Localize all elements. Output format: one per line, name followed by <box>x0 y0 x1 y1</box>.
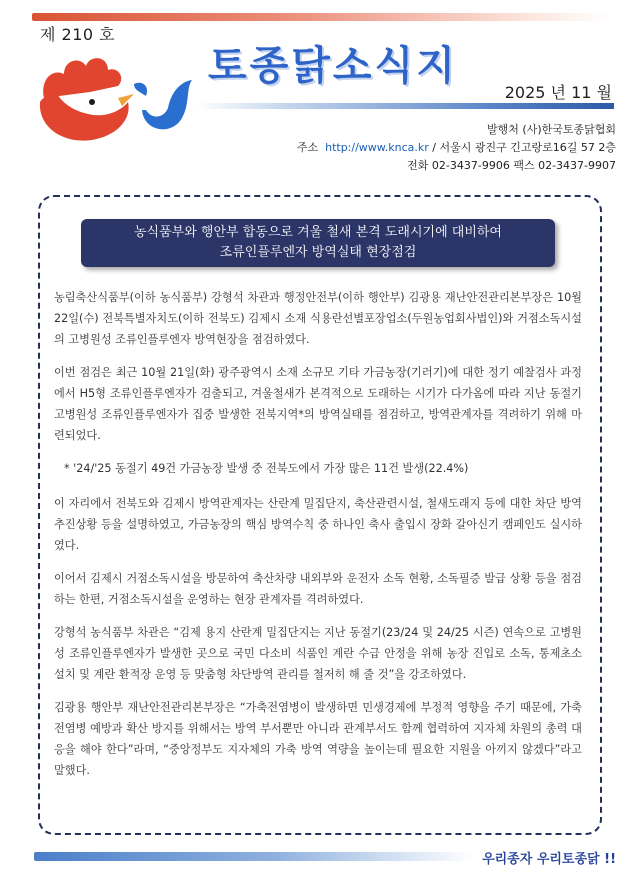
newsletter-title: 토종닭소식지 <box>208 43 458 89</box>
footnote: * '24/'25 동절기 49건 가금농장 발생 중 전북도에서 가장 많은 11건 발생(22.4%) <box>64 462 469 475</box>
top-decorative-bar <box>32 13 610 21</box>
publisher-name: 발행처 (사)한국토종닭협회 <box>487 123 616 136</box>
paragraph: 김광용 행안부 재난안전관리본부장은 “가축전염병이 발생하면 민생경제에 부정적 영향을 주기 때문에, 가축전염병 예방과 확산 방지를 위해서는 방역 부서뿐만 아니라 관계부서도 함께 협력하여 지자체 차원의 총력 대응을 해야 한다”라며, “중앙정부도 지자체의 가축 방역 역량을 높이는데 필요한 지원을 아끼지 않겠다”라고 말했다. <box>54 701 582 777</box>
headline-line-1: 농식품부와 행안부 합동으로 겨울 철새 본격 도래시기에 대비하여 <box>134 225 502 240</box>
article-headline <box>81 219 555 267</box>
paragraph: 이 자리에서 전북도와 김제시 방역관계자는 산란계 밀집단지, 축산관련시설, 철새도래지 등에 대한 차단 방역 추진상황 등을 설명하였고, 가금농장의 핵심 방역수칙 중 하나인 축사 출입시 장화 갈아신기 캠페인도 실시하였다. <box>54 497 582 552</box>
issue-number: 제 210 호 <box>40 25 116 44</box>
title-underline-bar <box>196 103 614 109</box>
publisher-info <box>297 121 616 175</box>
paragraph: 이어서 김제시 거점소독시설을 방문하여 축산차량 내외부와 운전자 소독 현황, 소독필증 발급 상황 등을 점검하는 한편, 거점소독시설을 운영하는 현장 관계자를 격려하였다. <box>54 572 582 606</box>
paragraph: 농림축산식품부(이하 농식품부) 강형석 차관과 행정안전부(이하 행안부) 김광용 재난안전관리본부장은 10월 22일(수) 전북특별자치도(이하 전북도) 김제시 소재 식용란선별포장업소(두원농업회사법인)와 거점소독시설의 고병원성 조류인플루엔자 방역현장을 점검하였다. <box>54 291 582 346</box>
bottom-decorative-bar <box>34 852 474 861</box>
paragraph: 이번 점검은 최근 10월 21일(화) 광주광역시 소재 소규모 기타 가금농장(기러기)에 대한 정기 예찰검사 과정에서 H5형 조류인플루엔자가 검출되고, 겨울철새가 본격적으로 도래하는 시기가 다가옴에 따라 지난 동절기 고병원성 조류인플루엔자가 집중 발생한 전북지역*의 방역실태를 점검하고, 방역관계자를 격려하기 위해 마련되었다. <box>54 366 582 442</box>
paragraph: 강형석 농식품부 차관은 “김제 용지 산란계 밀집단지는 지난 동절기(23/24 및 24/25 시즌) 연속으로 고병원성 조류인플루엔자가 발생한 곳으로 국민 다소비 식품인 계란 수급 안정을 위해 농장 진입로 소독, 통제초소 설치 및 계란 환적장 운영 등 맞춤형 차단방역 관리를 철저히 해 줄 것”을 강조하였다. <box>54 626 582 681</box>
issue-date: 2025 년 11 월 <box>504 83 612 102</box>
headline-line-2: 조류인플루엔자 방역실태 현장점검 <box>219 245 417 260</box>
publisher-address <box>297 139 616 157</box>
website-link[interactable]: http://www.knca.kr <box>325 141 429 154</box>
rooster-logo-icon <box>30 40 210 145</box>
address-label: 주소 <box>296 141 319 154</box>
article-body <box>54 287 582 793</box>
address-text: / 서울시 광진구 긴고랑로16길 57 2층 <box>428 141 616 154</box>
footer-slogan: 우리종자 우리토종닭 !! <box>482 852 616 867</box>
publisher-phone: 전화 02-3437-9906 팩스 02-3437-9907 <box>407 159 616 172</box>
